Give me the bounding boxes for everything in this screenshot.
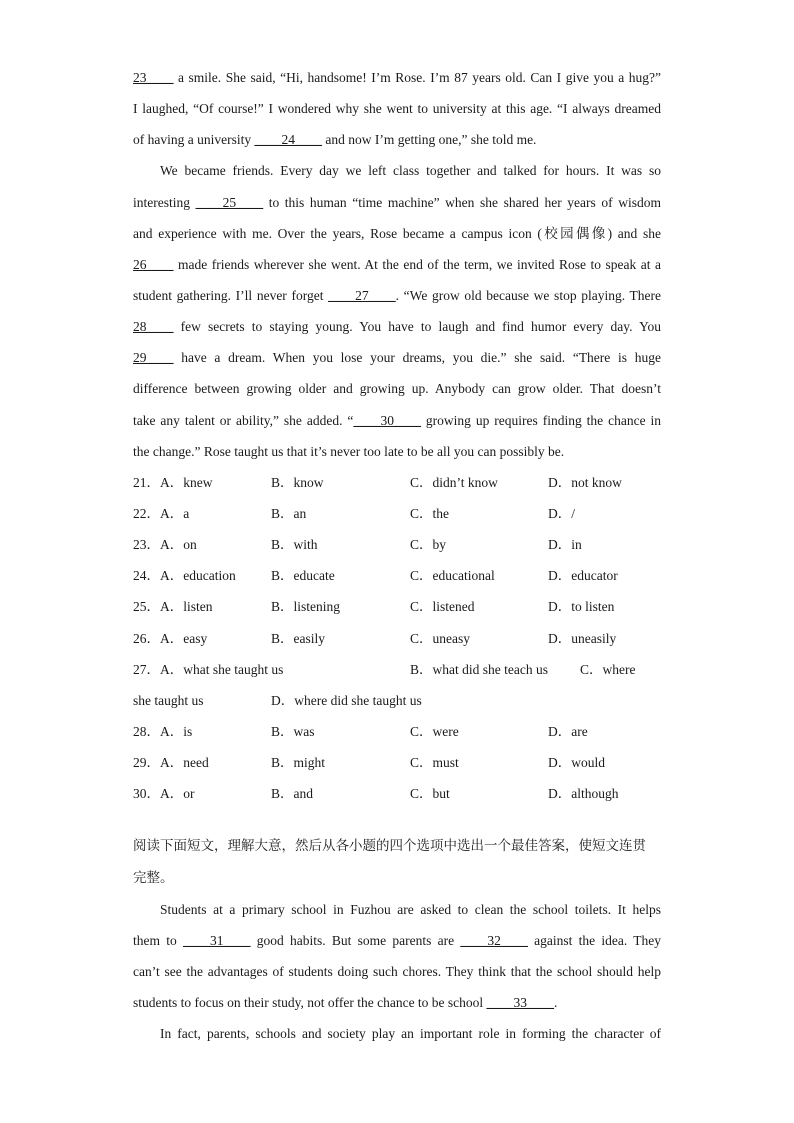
question-21	[133, 467, 661, 498]
option-c: C．where	[580, 661, 636, 677]
passage-line: Students at a primary school in Fuzhou are asked to clean the school toilets. It helps	[160, 901, 661, 917]
question-26	[133, 623, 661, 654]
passage-line: I laughed, “Of course!” I wondered why she went to university at this age. “I always dreamed	[133, 101, 661, 117]
blank-30: ____30____	[353, 412, 421, 428]
question-22	[133, 498, 661, 529]
blank-28: 28____	[133, 319, 174, 335]
option-b: B．with	[271, 537, 318, 553]
option-d: D．educator	[548, 568, 618, 584]
option-a: 30．A．or	[133, 786, 195, 802]
passage-line: can’t see the advantages of students doing such chores. They think that the school should help	[133, 963, 661, 979]
blank-27: ____27____	[328, 287, 396, 303]
blank-23: 23____	[133, 70, 174, 85]
option-c: C．the	[410, 505, 449, 521]
passage-2	[133, 894, 661, 1050]
option-d: D．are	[548, 723, 588, 739]
option-b: B．was	[271, 723, 315, 739]
option-a: 27．A．what she taught us	[133, 661, 284, 677]
passage-line: 23____ a smile. She said, “Hi, handsome! I’m Rose. I’m 87 years old. Can I give you a hug?”	[133, 70, 661, 85]
option-a: 28．A．is	[133, 723, 193, 739]
option-a: 21．A．knew	[133, 474, 213, 490]
option-d: D．in	[548, 537, 582, 553]
option-d: D．although	[548, 786, 619, 802]
blank-33: ____33____	[486, 995, 555, 1011]
page-content	[133, 62, 661, 1049]
instruction-line: 阅读下面短文，理解大意，然后从各小题的四个选项中选出一个最佳答案，使短文连贯	[133, 838, 646, 855]
question-27	[133, 654, 661, 685]
blank-32: ____32____	[460, 932, 528, 948]
option-d: D．where did she taught us	[271, 692, 422, 708]
option-b: B．know	[271, 474, 324, 490]
option-a: 29．A．need	[133, 755, 209, 771]
option-d: D．uneasily	[548, 630, 617, 646]
option-c: C．educational	[410, 568, 495, 584]
passage-line: In fact, parents, schools and society play an important role in forming the character of	[160, 1026, 661, 1042]
option-c: C．by	[410, 537, 447, 553]
passage-line: 28____ few secrets to staying young. You have to laugh and find humor every day. You	[133, 319, 661, 335]
passage-line: the change.” Rose taught us that it’s never too late to be all you can possibly be.	[133, 443, 565, 459]
question-28	[133, 716, 661, 747]
option-c-continued: she taught us	[133, 692, 204, 708]
option-b: B．an	[271, 505, 307, 521]
passage-line: 26____ made friends wherever she went. At the end of the term, we invited Rose to speak at a	[133, 256, 661, 272]
question-29	[133, 747, 661, 778]
option-b: B．easily	[271, 630, 325, 646]
option-b: B．listening	[271, 599, 341, 615]
option-a: 23．A．on	[133, 537, 197, 553]
option-d: D．would	[548, 755, 605, 771]
section-spacer	[133, 809, 661, 831]
question-25	[133, 591, 661, 622]
passage-line: difference between growing older and growing up. Anybody can grow older. That doesn’t	[133, 381, 661, 397]
option-c: C．were	[410, 723, 459, 739]
blank-31: ____31____	[183, 932, 251, 948]
question-27-continued	[133, 685, 661, 716]
option-b: B．might	[271, 755, 326, 771]
option-c: C．must	[410, 755, 459, 771]
option-d: D．/	[548, 505, 575, 521]
passage-line: students to focus on their study, not offer the chance to be school ____33____.	[133, 995, 558, 1011]
question-list	[133, 467, 661, 810]
passage-line: take any talent or ability,” she added. “____30____ growing up requires finding the chance in	[133, 412, 661, 428]
passage-line: interesting ____25____ to this human “time machine” when she shared her years of wisdom	[133, 194, 661, 210]
passage-line: them to ____31____ good habits. But some parents are ____32____ against the idea. They	[133, 932, 661, 948]
option-d: D．not know	[548, 474, 622, 490]
passage-line: and experience with me. Over the years, Rose became a campus icon (校园偶像) and she	[133, 225, 661, 241]
question-23	[133, 529, 661, 560]
option-a: 25．A．listen	[133, 599, 213, 615]
passage-line: student gathering. I’ll never forget ____27____. “We grow old because we stop playing. There	[133, 287, 661, 303]
passage-line: 29____ have a dream. When you lose your dreams, you die.” she said. “There is huge	[133, 350, 661, 366]
passage-line: of having a university ____24____ and now I’m getting one,” she told me.	[133, 132, 537, 148]
option-a: 22．A．a	[133, 505, 190, 521]
option-c: C．but	[410, 786, 450, 802]
passage-1	[133, 62, 661, 467]
blank-29: 29____	[133, 350, 174, 366]
section-instructions	[133, 831, 661, 893]
question-30	[133, 778, 661, 809]
question-24	[133, 560, 661, 591]
instruction-line: 完整。	[133, 869, 174, 886]
option-c: C．uneasy	[410, 630, 470, 646]
option-b: B．educate	[271, 568, 335, 584]
option-d: D．to listen	[548, 599, 615, 615]
passage-line: We became friends. Every day we left class together and talked for hours. It was so	[160, 163, 661, 179]
blank-24: ____24____	[254, 132, 322, 148]
option-b: B．what did she teach us	[410, 661, 548, 677]
blank-25: ____25____	[195, 194, 264, 210]
option-a: 26．A．easy	[133, 630, 208, 646]
option-b: B．and	[271, 786, 313, 802]
blank-26: 26____	[133, 256, 174, 272]
option-a: 24．A．education	[133, 568, 236, 584]
option-c: C．listened	[410, 599, 475, 615]
option-c: C．didn’t know	[410, 474, 498, 490]
